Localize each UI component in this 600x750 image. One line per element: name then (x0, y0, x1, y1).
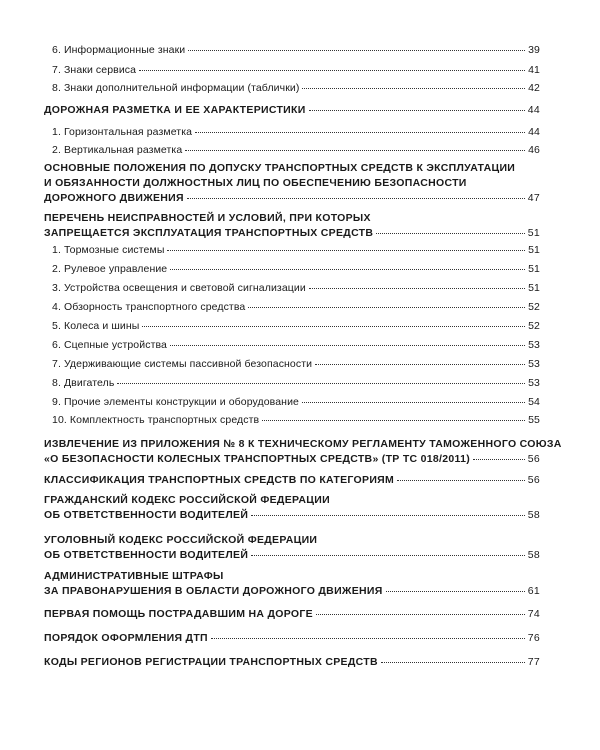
toc-entry-label: 10. Комплектность транспортных средств (52, 414, 260, 426)
section-heading-label: КЛАССИФИКАЦИЯ ТРАНСПОРТНЫХ СРЕДСТВ ПО КАТЕГОРИЯМ (44, 474, 395, 486)
toc-entry-label: 7. Знаки сервиса (52, 64, 137, 76)
toc-entry[interactable] (52, 320, 540, 332)
dot-leader (376, 232, 524, 234)
toc-page-number: 74 (527, 608, 540, 620)
toc-entry-label: 9. Прочие элементы конструкции и оборудование (52, 396, 299, 408)
dot-leader (170, 344, 525, 346)
section-heading-line: УГОЛОВНЫЙ КОДЕКС РОССИЙСКОЙ ФЕДЕРАЦИИ (44, 534, 318, 546)
toc-entry[interactable] (52, 414, 540, 426)
section-heading-line: ПЕРЕЧЕНЬ НЕИСПРАВНОСТЕЙ И УСЛОВИЙ, ПРИ КОТОРЫХ (44, 212, 371, 224)
dot-leader (187, 197, 525, 199)
toc-page-number: 61 (527, 585, 540, 597)
toc-section-entry[interactable] (44, 585, 540, 597)
toc-page-number: 56 (527, 453, 540, 465)
toc-page-number: 42 (528, 82, 540, 94)
toc-entry[interactable] (52, 244, 540, 256)
dot-leader (188, 49, 525, 51)
toc-section-entry[interactable] (44, 453, 540, 465)
dot-leader (139, 69, 525, 71)
dot-leader (142, 325, 525, 327)
toc-entry[interactable] (52, 282, 540, 294)
toc-entry-label: 6. Информационные знаки (52, 44, 186, 56)
toc-page-number: 54 (528, 396, 540, 408)
section-heading-label: ОБ ОТВЕТСТВЕННОСТИ ВОДИТЕЛЕЙ (44, 509, 249, 521)
section-heading-label: ПОРЯДОК ОФОРМЛЕНИЯ ДТП (44, 632, 208, 644)
toc-entry-label: 8. Знаки дополнительной информации (таблички) (52, 82, 300, 94)
toc-page-number: 51 (527, 227, 540, 239)
dot-leader (117, 382, 525, 384)
toc-entry-label: 1. Горизонтальная разметка (52, 126, 193, 138)
dot-leader (170, 268, 525, 270)
dot-leader (195, 131, 525, 133)
dot-leader (251, 514, 525, 516)
toc-page-number: 41 (528, 64, 540, 76)
section-heading-label: ДОРОЖНАЯ РАЗМЕТКА И ЕЕ ХАРАКТЕРИСТИКИ (44, 104, 306, 116)
toc-section-entry[interactable] (44, 227, 540, 239)
toc-page-number: 56 (527, 474, 540, 486)
dot-leader (315, 363, 525, 365)
dot-leader (386, 590, 525, 592)
toc-page-number: 53 (528, 339, 540, 351)
section-heading-line: ГРАЖДАНСКИЙ КОДЕКС РОССИЙСКОЙ ФЕДЕРАЦИИ (44, 494, 330, 506)
toc-section-entry[interactable] (44, 192, 540, 204)
toc-section-entry[interactable] (44, 474, 540, 486)
toc-section-entry[interactable] (44, 509, 540, 521)
toc-entry[interactable] (52, 339, 540, 351)
toc-entry[interactable] (52, 263, 540, 275)
toc-page-number: 52 (528, 320, 540, 332)
toc-section-entry[interactable] (44, 632, 540, 644)
toc-entry-label: 6. Сцепные устройства (52, 339, 167, 351)
section-heading-label: ОБ ОТВЕТСТВЕННОСТИ ВОДИТЕЛЕЙ (44, 549, 249, 561)
section-heading-line: ИЗВЛЕЧЕНИЕ ИЗ ПРИЛОЖЕНИЯ № 8 К ТЕХНИЧЕСКОМУ РЕГЛАМЕНТУ ТАМОЖЕННОГО СОЮЗА (44, 438, 562, 450)
toc-entry-label: 2. Рулевое управление (52, 263, 168, 275)
toc-entry[interactable] (52, 358, 540, 370)
toc-page-number: 52 (528, 301, 540, 313)
dot-leader (185, 149, 525, 151)
section-heading-label: ДОРОЖНОГО ДВИЖЕНИЯ (44, 192, 184, 204)
toc-page-number: 58 (527, 509, 540, 521)
toc-page-number: 53 (528, 358, 540, 370)
toc-page-number: 47 (527, 192, 540, 204)
toc-entry[interactable] (52, 377, 540, 389)
section-heading-label: ЗАПРЕЩАЕТСЯ ЭКСПЛУАТАЦИЯ ТРАНСПОРТНЫХ СРЕДСТВ (44, 227, 374, 239)
toc-page-number: 51 (528, 244, 540, 256)
section-heading-line: АДМИНИСТРАТИВНЫЕ ШТРАФЫ (44, 570, 224, 582)
toc-section-entry[interactable] (44, 656, 540, 668)
toc-page-number: 53 (528, 377, 540, 389)
dot-leader (316, 613, 525, 615)
toc-page-number: 55 (528, 414, 540, 426)
toc-entry-label: 2. Вертикальная разметка (52, 144, 183, 156)
toc-entry[interactable] (52, 144, 540, 156)
toc-page-number: 39 (528, 44, 540, 56)
toc-page-number: 44 (528, 126, 540, 138)
toc-entry-label: 5. Колеса и шины (52, 320, 140, 332)
toc-section-entry[interactable] (44, 104, 540, 116)
toc-entry[interactable] (52, 82, 540, 94)
toc-entry-label: 8. Двигатель (52, 377, 115, 389)
toc-entry[interactable] (52, 396, 540, 408)
toc-entry-label: 1. Тормозные системы (52, 244, 165, 256)
toc-entry-label: 3. Устройства освещения и световой сигнализации (52, 282, 306, 294)
toc-entry-label: 7. Удерживающие системы пассивной безопасности (52, 358, 313, 370)
dot-leader (251, 554, 525, 556)
toc-page-number: 51 (528, 263, 540, 275)
dot-leader (211, 637, 525, 639)
section-heading-label: ПЕРВАЯ ПОМОЩЬ ПОСТРАДАВШИМ НА ДОРОГЕ (44, 608, 313, 620)
toc-page-number: 76 (527, 632, 540, 644)
section-heading-label: ЗА ПРАВОНАРУШЕНИЯ В ОБЛАСТИ ДОРОЖНОГО ДВИЖЕНИЯ (44, 585, 383, 597)
section-heading-label: КОДЫ РЕГИОНОВ РЕГИСТРАЦИИ ТРАНСПОРТНЫХ СРЕДСТВ (44, 656, 378, 668)
dot-leader (309, 109, 525, 111)
toc-page-number: 77 (527, 656, 540, 668)
toc-page-number: 58 (527, 549, 540, 561)
dot-leader (248, 306, 525, 308)
dot-leader (302, 87, 525, 89)
toc-page-number: 46 (528, 144, 540, 156)
toc-section-entry[interactable] (44, 608, 540, 620)
dot-leader (473, 458, 525, 460)
toc-entry-label: 4. Обзорность транспортного средства (52, 301, 246, 313)
dot-leader (309, 287, 525, 289)
section-heading-label: «О БЕЗОПАСНОСТИ КОЛЕСНЫХ ТРАНСПОРТНЫХ СРЕДСТВ» (ТР ТС 018/2011) (44, 453, 471, 465)
toc-entry[interactable] (52, 64, 540, 76)
toc-page-number: 44 (527, 104, 540, 116)
toc-entry[interactable] (52, 126, 540, 138)
section-heading-line: И ОБЯЗАННОСТИ ДОЛЖНОСТНЫХ ЛИЦ ПО ОБЕСПЕЧЕНИЮ БЕЗОПАСНОСТИ (44, 177, 467, 189)
toc-page-number: 51 (528, 282, 540, 294)
toc-entry[interactable] (52, 44, 540, 56)
dot-leader (397, 479, 525, 481)
toc-section-entry[interactable] (44, 549, 540, 561)
toc-entry[interactable] (52, 301, 540, 313)
dot-leader (381, 661, 525, 663)
dot-leader (262, 419, 525, 421)
dot-leader (302, 401, 525, 403)
section-heading-line: ОСНОВНЫЕ ПОЛОЖЕНИЯ ПО ДОПУСКУ ТРАНСПОРТНЫХ СРЕДСТВ К ЭКСПЛУАТАЦИИ (44, 162, 516, 174)
dot-leader (167, 249, 525, 251)
